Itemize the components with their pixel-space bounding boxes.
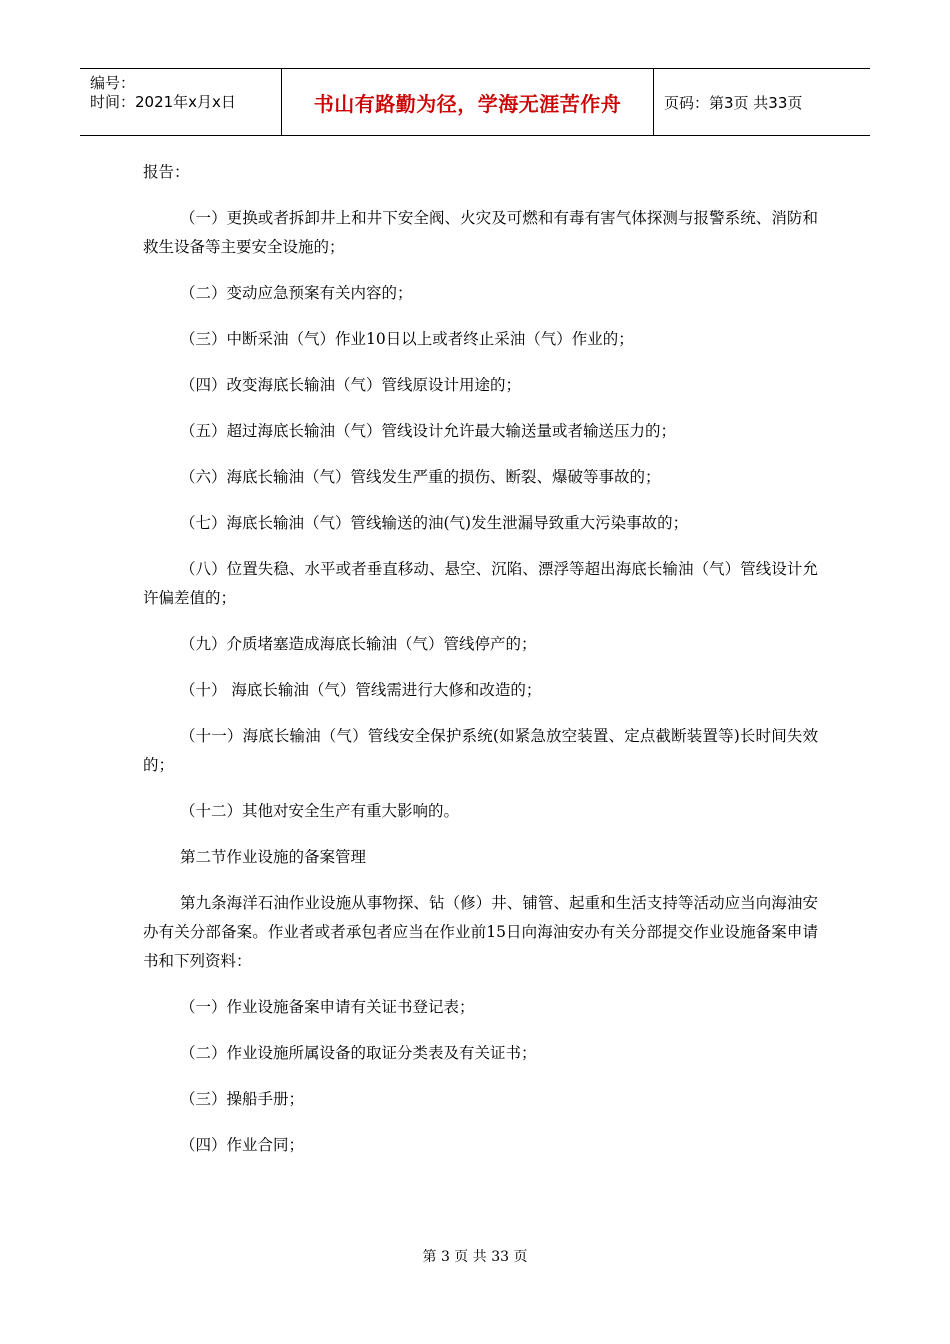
paragraph: （七）海底长输油（气）管线输送的油(气)发生泄漏导致重大污染事故的； — [180, 514, 689, 532]
document-time-label: 时间：2021年x月x日 — [90, 93, 236, 111]
document-body — [143, 158, 818, 1177]
document-number-label: 编号： — [90, 74, 136, 92]
paragraph: 报告： — [143, 163, 190, 181]
section-heading: 第二节作业设施的备案管理 — [180, 848, 367, 866]
paragraph: （二）变动应急预案有关内容的； — [180, 284, 413, 302]
paragraph: （四）改变海底长输油（气）管线原设计用途的； — [180, 376, 522, 394]
paragraph: （九）介质堵塞造成海底长输油（气）管线停产的； — [180, 635, 537, 653]
paragraph: 第九条海洋石油作业设施从事物探、钻（修）井、铺管、起重和生活支持等活动应当向海油安办有关分部备案。作业者或者承包者应当在作业前15日向海油安办有关分部提交作业设施备案申请书和下列资料： — [143, 894, 818, 970]
header-page-cell — [654, 69, 870, 135]
paragraph: （一）更换或者拆卸井上和井下安全阀、火灾及可燃和有毒有害气体探测与报警系统、消防和救生设备等主要安全设施的； — [143, 209, 818, 256]
paragraph: （五）超过海底长输油（气）管线设计允许最大输送量或者输送压力的； — [180, 422, 677, 440]
paragraph: （二）作业设施所属设备的取证分类表及有关证书； — [180, 1044, 537, 1062]
paragraph: （三）中断采油（气）作业10日以上或者终止采油（气）作业的； — [180, 330, 634, 348]
paragraph: （八）位置失稳、水平或者垂直移动、悬空、沉陷、漂浮等超出海底长输油（气）管线设计允许偏差值的； — [143, 560, 818, 607]
header-meta-cell — [80, 69, 282, 135]
paragraph: （十） 海底长输油（气）管线需进行大修和改造的； — [180, 681, 542, 699]
paragraph: （一）作业设施备案申请有关证书登记表； — [180, 998, 475, 1016]
header-motto: 书山有路勤为径，学海无涯苦作舟 — [313, 91, 622, 116]
header-motto-cell — [282, 69, 654, 135]
header-page-number: 页码：第3页 共33页 — [664, 93, 803, 112]
paragraph: （六）海底长输油（气）管线发生严重的损伤、断裂、爆破等事故的； — [180, 468, 661, 486]
page-footer — [0, 1246, 950, 1266]
paragraph: （三）操船手册； — [180, 1090, 305, 1108]
paragraph: （十二）其他对安全生产有重大影响的。 — [180, 802, 460, 820]
footer-page-number: 第 3 页 共 33 页 — [422, 1249, 528, 1265]
page-header — [80, 68, 870, 136]
paragraph: （四）作业合同； — [180, 1136, 305, 1154]
paragraph: （十一）海底长输油（气）管线安全保护系统(如紧急放空装置、定点截断装置等)长时间失效的； — [143, 727, 818, 774]
